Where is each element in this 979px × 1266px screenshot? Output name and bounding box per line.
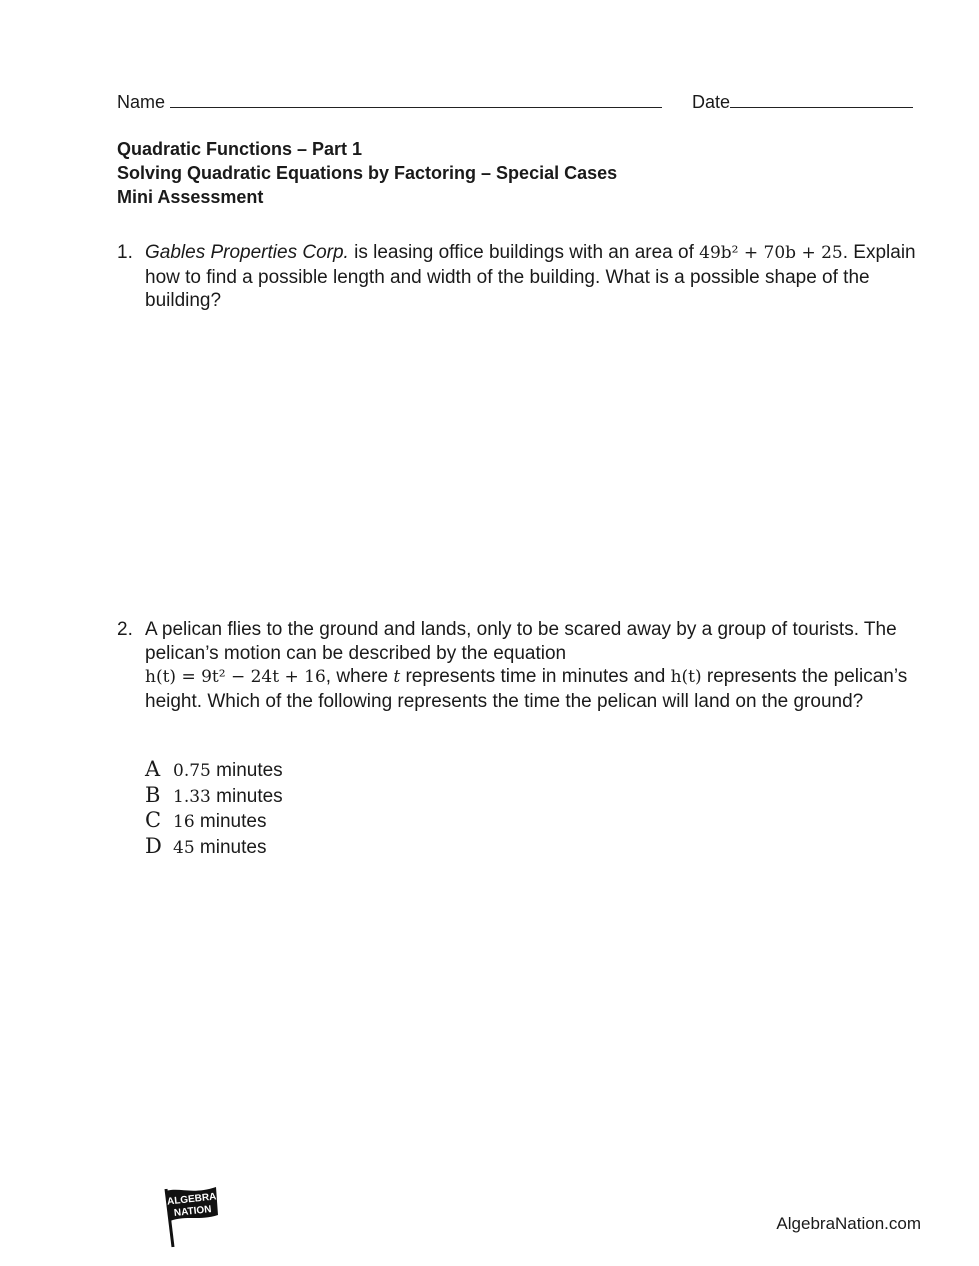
q2-text-c: represents time in minutes and bbox=[400, 666, 671, 687]
q1-text-b: . Explain how to find a possible length and width of the building. What is a possible shape of the building? bbox=[145, 242, 916, 311]
title-line-2: Solving Quadratic Equations by Factoring – Special Cases bbox=[117, 163, 618, 183]
q1-text-a: is leasing office buildings with an area of bbox=[348, 242, 700, 263]
choice-c[interactable] bbox=[145, 809, 283, 835]
answer-choices bbox=[145, 758, 283, 860]
date-blank[interactable] bbox=[730, 107, 913, 108]
date-label: Date bbox=[692, 92, 731, 112]
question-1-number: 1. bbox=[117, 242, 133, 263]
choice-letter: B bbox=[145, 782, 161, 807]
name-label: Name bbox=[117, 92, 166, 112]
question-1-text bbox=[145, 241, 925, 313]
q2-text-d: represents the pelican’s height. Which of the following represents the time the pelican will land on the ground? bbox=[145, 666, 908, 712]
choice-value: 16 bbox=[173, 812, 195, 832]
title-line-3: Mini Assessment bbox=[117, 187, 264, 207]
logo-line-1: ALGEBRA bbox=[166, 1191, 217, 1208]
choice-letter: C bbox=[145, 808, 162, 832]
var-t: t bbox=[393, 667, 401, 687]
question-2 bbox=[117, 618, 925, 713]
choice-unit: minutes bbox=[216, 760, 283, 781]
algebra-nation-logo bbox=[162, 1185, 222, 1256]
question-2-text bbox=[145, 618, 925, 713]
q2-text-a: A pelican flies to the ground and lands, only to be scared away by a group of tourists. The pelican’s motion can be described by the equation bbox=[145, 619, 897, 664]
choice-b[interactable] bbox=[145, 784, 283, 810]
choice-unit: minutes bbox=[199, 811, 267, 832]
func-h: h(t) bbox=[670, 667, 702, 687]
company-name: Gables Properties Corp. bbox=[145, 242, 349, 263]
footer-site: AlgebraNation.com bbox=[776, 1214, 921, 1233]
name-field bbox=[117, 92, 662, 113]
title-line-1: Quadratic Functions – Part 1 bbox=[117, 139, 363, 159]
choice-d[interactable] bbox=[145, 835, 283, 861]
choice-unit: minutes bbox=[199, 836, 267, 858]
choice-letter: A bbox=[145, 757, 161, 781]
page-title bbox=[117, 137, 617, 209]
area-expression: 49b² + 70b + 25 bbox=[699, 243, 843, 263]
choice-unit: minutes bbox=[216, 785, 283, 807]
choice-a[interactable] bbox=[145, 758, 283, 784]
choice-value: 1.33 bbox=[173, 786, 211, 807]
q2-text-b: , where bbox=[325, 666, 394, 687]
logo-line-2: NATION bbox=[173, 1204, 213, 1219]
date-field bbox=[692, 92, 913, 113]
choice-letter: D bbox=[145, 833, 162, 858]
choice-value: 0.75 bbox=[173, 761, 211, 781]
choice-value: 45 bbox=[173, 837, 195, 858]
question-2-number: 2. bbox=[117, 619, 133, 640]
question-1 bbox=[117, 241, 925, 313]
flag-icon bbox=[162, 1185, 222, 1251]
height-equation: h(t) = 9t² − 24t + 16 bbox=[145, 667, 326, 687]
name-blank[interactable] bbox=[170, 107, 662, 108]
